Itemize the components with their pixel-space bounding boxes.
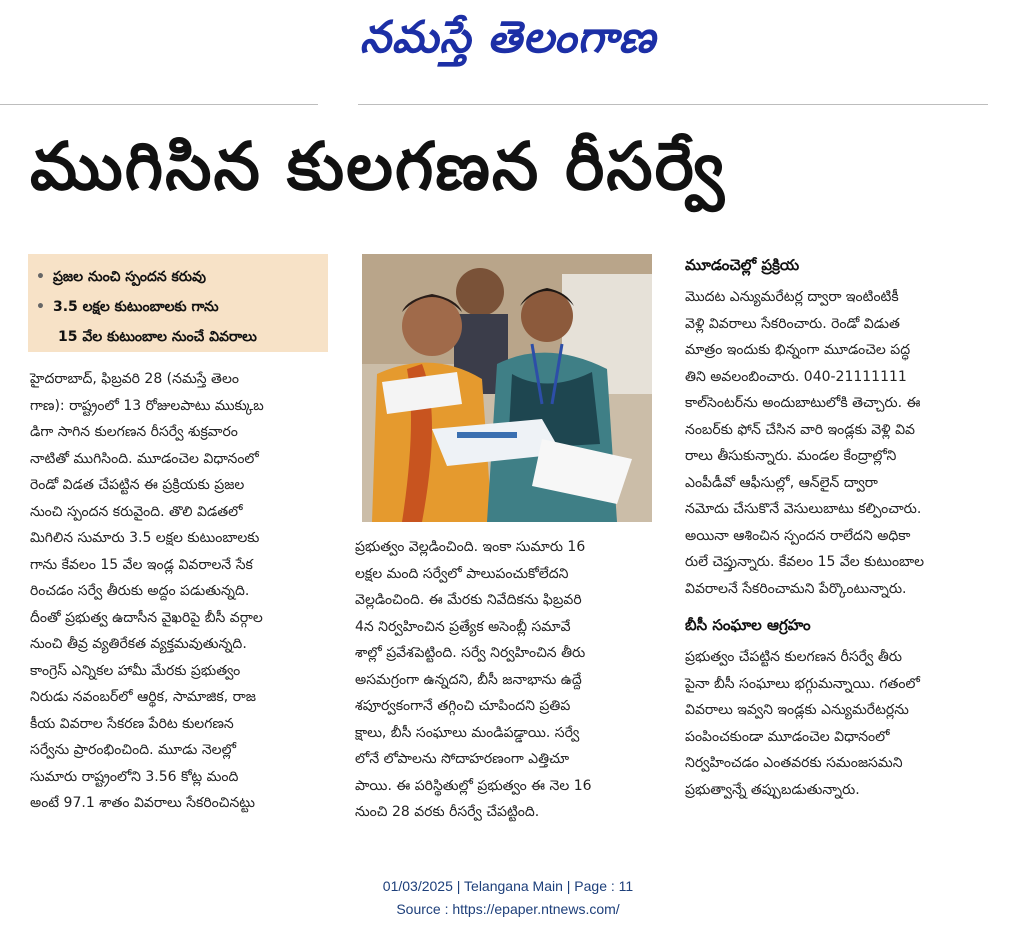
text-line: ఎంపీడీవో ఆఫీసుల్లో, ఆన్‌లైన్ ద్వారా bbox=[685, 474, 878, 491]
subheading: బీసీ సంఘాల ఆగ్రహం bbox=[685, 616, 811, 634]
text-line: గాణ): రాష్ట్రంలో 13 రోజులపాటు ముక్కుబ bbox=[30, 397, 264, 414]
masthead bbox=[0, 0, 1016, 90]
text-line: కాంగ్రెస్ ఎన్నికల హామీ మేరకు ప్రభుత్వం bbox=[30, 662, 241, 679]
text-line: 4న నిర్వహించిన ప్రత్యేక అసెంబ్లీ సమావే bbox=[355, 618, 571, 635]
headline: ముగిసిన కులగణన రీసర్వే bbox=[30, 128, 727, 205]
text-line: నాటితో ముగిసింది. మూడంచెల విధానంలో bbox=[30, 450, 259, 467]
text-line: రెండో విడత చేపట్టిన ఈ ప్రక్రియకు ప్రజల bbox=[30, 477, 245, 493]
text-line: అసమగ్రంగా ఉన్నదని, బీసీ జనాభాను ఉద్దే bbox=[355, 671, 582, 688]
text-line: నమోదు చేసుకొనే వెసులుబాటు కల్పించారు. bbox=[685, 501, 922, 517]
text-line: తిని అవలంబించారు. 040-21111111 bbox=[685, 368, 907, 385]
subheading: మూడంచెల్లో ప్రక్రియ bbox=[685, 256, 800, 274]
text-line: నిరుడు నవంబర్‌లో ఆర్థిక, సామాజిక, రాజ bbox=[30, 689, 256, 705]
highlight-item: • 3.5 లక్షల కుటుంబాలకు గాను bbox=[36, 299, 219, 315]
text-line: ప్రభుత్వం వెల్లడించింది. ఇంకా సుమారు 16 bbox=[355, 539, 586, 555]
text-line: నిర్వహించడం ఎంతవరకు సమంజసమని bbox=[685, 755, 903, 771]
text-line: లోనే లోపాలను సోదాహరణంగా ఎత్తిచూ bbox=[355, 751, 570, 767]
text-line: గాను కేవలం 15 వేల ఇండ్ల వివరాలనే సేక bbox=[30, 556, 253, 573]
paragraph bbox=[685, 284, 985, 602]
text-line: వెల్లడించింది. ఈ మేరకు నివేదికను ఫిబ్రవరి bbox=[355, 592, 582, 608]
text-line: నంబర్‌కు ఫోన్ చేసిన వారి ఇండ్లకు వెళ్లి వివ bbox=[685, 421, 915, 438]
text-line: కాల్‌సెంటర్‌ను అందుబాటులోకి తెచ్చారు. ఈ bbox=[685, 395, 921, 411]
text-line: నుంచి స్పందన కరువైంది. తొలి విడతలో bbox=[30, 503, 243, 520]
divider-right bbox=[358, 104, 988, 105]
text-line: రాలు తీసుకున్నారు. మండల కేంద్రాల్లోని bbox=[685, 448, 897, 464]
article-column-1 bbox=[30, 366, 328, 817]
text-line: రులే చెప్తున్నారు. కేవలం 15 వేల కుటుంబాల bbox=[685, 554, 925, 570]
text-line: అయినా ఆశించిన స్పందన రాలేదని అధికా bbox=[685, 527, 911, 544]
text-line: ప్రభుత్వాన్నే తప్పుబడుతున్నారు. bbox=[685, 781, 860, 798]
text-line: లక్షల మంది సర్వేలో పాలుపంచుకోలేదని bbox=[355, 565, 569, 582]
divider-left bbox=[0, 104, 318, 105]
text-line: వెళ్లి వివరాలు సేకరించారు. రెండో విడుత bbox=[685, 315, 900, 332]
text-line: సర్వేను ప్రారంభించింది. మూడు నెలల్లో bbox=[30, 742, 236, 758]
text-line: మొదట ఎన్యుమరేటర్ల ద్వారా ఇంటింటికీ bbox=[685, 289, 899, 305]
text-line: శాల్లో ప్రవేశపెట్టింది. సర్వే నిర్వహించిన తీరు bbox=[355, 645, 586, 661]
text-line: అంటే 97.1 శాతం వివరాలు సేకరించినట్టు bbox=[30, 795, 255, 811]
text-line: దీంతో ప్రభుత్వ ఉదాసీన వైఖరిపై బీసీ వర్గాల bbox=[30, 609, 263, 626]
article-column-3 bbox=[685, 254, 985, 803]
text-line: హైదరాబాద్, ఫిబ్రవరి 28 (నమస్తే తెలం bbox=[30, 371, 239, 387]
text-line: రించడం సర్వే తీరుకు అద్దం పడుతున్నది. bbox=[30, 583, 250, 599]
newspaper-logo: నమస్తే తెలంగాణ bbox=[359, 12, 657, 63]
text-line: పైనా బీసీ సంఘాలు భగ్గుమన్నాయి. గతంలో bbox=[685, 675, 920, 692]
footer-source-line: Source : https://epaper.ntnews.com/ bbox=[396, 901, 620, 917]
text-line: సుమారు రాష్ట్రంలోని 3.56 కోట్ల మంది bbox=[30, 768, 239, 785]
text-line: శపూర్వకంగానే తగ్గించి చూపిందని ప్రతిప bbox=[355, 698, 571, 714]
footer-date-line: 01/03/2025 | Telangana Main | Page : 11 bbox=[382, 878, 634, 894]
text-line: పాయి. ఈ పరిస్థితుల్లో ప్రభుత్వం ఈ నెల 16 bbox=[355, 777, 592, 794]
paragraph bbox=[685, 644, 985, 803]
text-line: వివరాలు ఇవ్వని ఇండ్లకు ఎన్యుమరేటర్లను bbox=[685, 702, 909, 718]
text-line: మాత్రం ఇందుకు భిన్నంగా మూడంచెల పద్ధ bbox=[685, 342, 911, 358]
text-line: పంపించకుండా మూడంచెల విధానంలో bbox=[685, 728, 890, 745]
text-line: క్షాలు, బీసీ సంఘాలు మండిపడ్డాయి. సర్వే bbox=[355, 724, 580, 741]
highlight-item-continuation: 15 వేల కుటుంబాల నుంచే వివరాలు bbox=[58, 329, 257, 345]
text-line: వివరాలనే సేకరించామని పేర్కొంటున్నారు. bbox=[685, 580, 907, 597]
text-line: నుంచి తీవ్ర వ్యతిరేకత వ్యక్తమవుతున్నది. bbox=[30, 636, 247, 652]
text-line: ప్రభుత్వం చేపట్టిన కులగణన రీసర్వే తీరు bbox=[685, 649, 902, 665]
text-line: కీయ వివరాల సేకరణ పేరిట కులగణన bbox=[30, 715, 234, 732]
text-line: డిగా సాగిన కులగణన రీసర్వే శుక్రవారం bbox=[30, 424, 238, 440]
text-line: మిగిలిన సుమారు 3.5 లక్షల కుటుంబాలకు bbox=[30, 530, 260, 546]
article-column-2 bbox=[355, 534, 657, 826]
highlight-item: • ప్రజల నుంచి స్పందన కరువు bbox=[36, 269, 206, 285]
highlights-box bbox=[28, 254, 328, 352]
news-photo bbox=[362, 254, 652, 522]
text-line: నుంచి 28 వరకు రీసర్వే చేపట్టింది. bbox=[355, 804, 540, 820]
